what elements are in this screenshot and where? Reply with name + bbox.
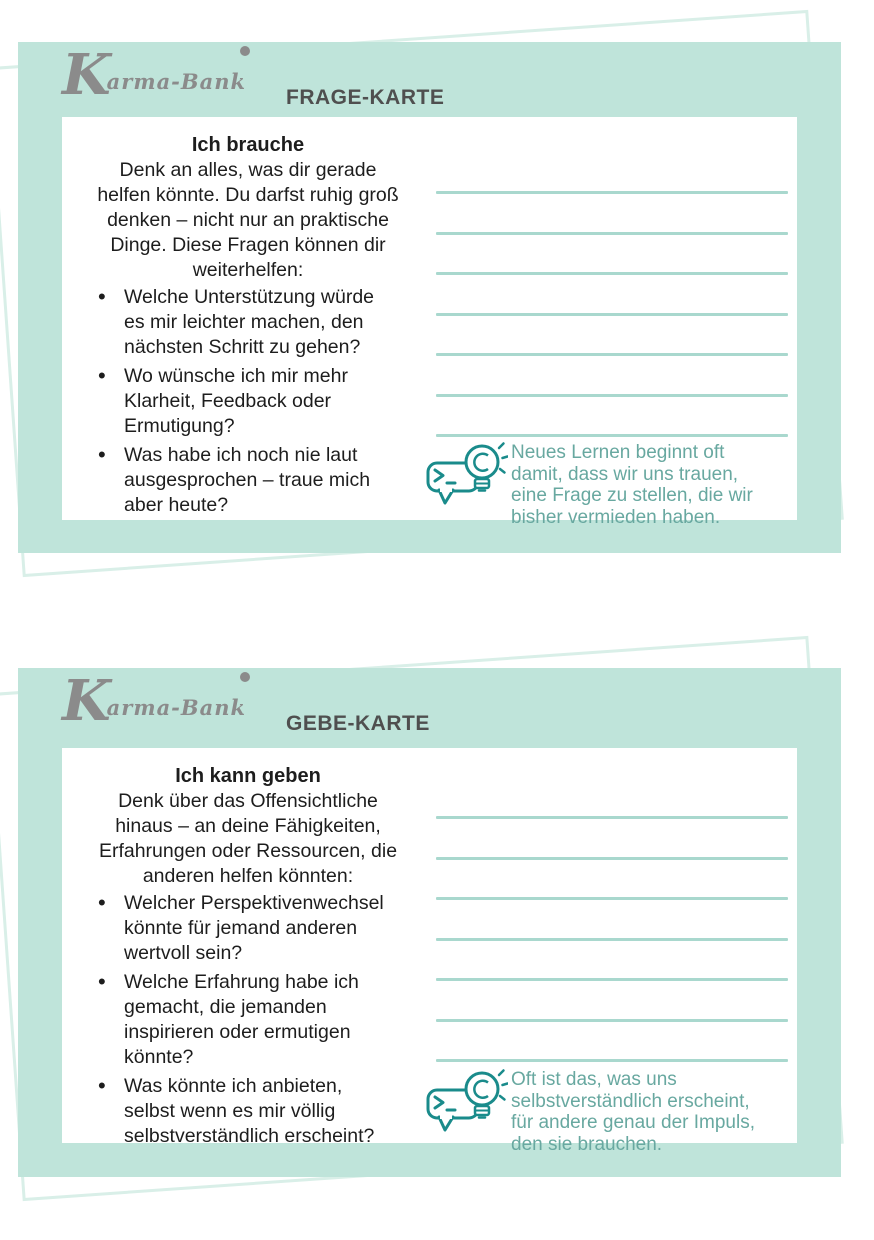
answer-line (436, 353, 788, 356)
answer-line (436, 978, 788, 981)
answer-line (436, 434, 788, 437)
tip-box (426, 441, 794, 528)
logo-dot-icon (240, 46, 250, 56)
card-content-panel (62, 748, 797, 1155)
answer-line (436, 1019, 788, 1022)
answer-line (436, 938, 788, 941)
tip-line: bisher vermieden haben. (511, 506, 721, 528)
lightbulb-chat-icon (426, 441, 508, 507)
answer-line (436, 816, 788, 819)
answer-line (436, 191, 788, 194)
tip-line: für andere genau der Impuls, (511, 1112, 755, 1133)
tip-text (511, 441, 753, 528)
tip-line: Oft ist das, was uns (511, 1069, 677, 1090)
answer-line (436, 857, 788, 860)
prompt-question: • Welche Unterstützung würde es mir leichter machen, den nächsten Schritt zu gehen? (98, 285, 398, 360)
prompt-question: • Wo wünsche ich mir mehr Klarheit, Feedback oder Ermutigung? (98, 364, 398, 439)
prompt-column (62, 754, 434, 1153)
answer-line (436, 394, 788, 397)
prompt-title: Ich brauche (191, 134, 305, 156)
prompt-question: • Welcher Perspektivenwechsel könnte für jemand anderen wertvoll sein? (98, 891, 398, 966)
logo-wordmark: arma-Bank (106, 68, 247, 94)
answer-line (436, 1059, 788, 1062)
prompt-question-list (62, 891, 398, 1149)
karma-bank-logo (62, 668, 247, 734)
prompt-intro: Denk an alles, was dir gerade helfen könnte. Du darfst ruhig groß denken – nicht nur an praktische Dinge. Diese Fragen können dir weiterhelfen: (97, 159, 399, 281)
tip-line: den sie brauchen. (511, 1133, 663, 1155)
logo-k-icon: K (62, 42, 111, 108)
answer-lines (436, 816, 788, 1100)
lightbulb-chat-icon (426, 1068, 508, 1134)
gebe-card (18, 668, 841, 1177)
card-content-panel (62, 117, 797, 528)
prompt-question-list (62, 285, 398, 518)
prompt-question: • Was könnte ich anbieten, selbst wenn es mir völlig selbstverständlich erscheint? (98, 1074, 398, 1149)
logo-k-icon: K (62, 668, 111, 734)
prompt-title: Ich kann geben (175, 765, 321, 787)
prompt-column (62, 123, 434, 522)
answer-line (436, 313, 788, 316)
tip-line: eine Frage zu stellen, die wir (511, 485, 753, 506)
logo-dot-icon (240, 672, 250, 682)
tip-text (511, 1068, 755, 1155)
answer-lines (436, 191, 788, 475)
answer-line (436, 272, 788, 275)
prompt-question: • Welche Erfahrung habe ich gemacht, die jemanden inspirieren oder ermutigen könnte? (98, 970, 398, 1070)
tip-line: selbstverständlich erscheint, (511, 1090, 750, 1112)
card-header-title: GEBE-KARTE (286, 712, 430, 735)
karma-bank-logo (62, 42, 247, 108)
prompt-question: • Was habe ich noch nie laut ausgesprochen – traue mich aber heute? (98, 443, 398, 518)
tip-line: damit, dass wir uns trauen, (511, 463, 739, 485)
logo-wordmark: arma-Bank (106, 694, 247, 720)
tip-line: Neues Lernen beginnt oft (511, 442, 725, 463)
answer-line (436, 232, 788, 235)
frage-card (18, 42, 841, 553)
prompt-intro: Denk über das Offensichtliche hinaus – an deine Fähigkeiten, Erfahrungen oder Ressourcen, die anderen helfen könnten: (98, 790, 398, 887)
answer-line (436, 897, 788, 900)
tip-box (426, 1068, 794, 1155)
card-header-title: FRAGE-KARTE (286, 86, 445, 109)
